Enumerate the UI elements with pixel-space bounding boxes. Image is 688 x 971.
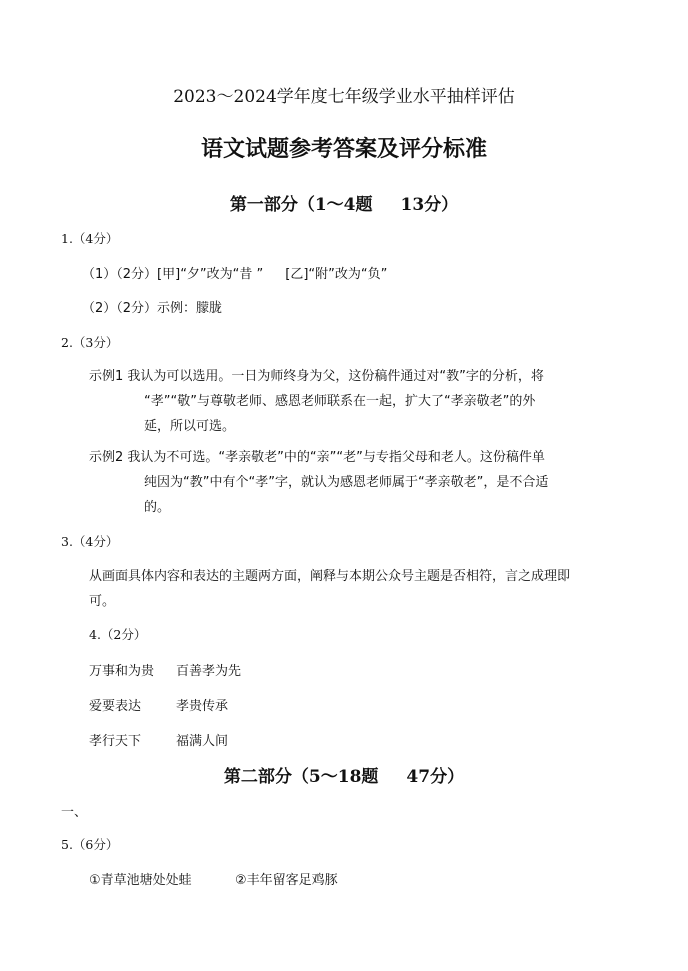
part1-heading [0, 190, 688, 215]
q5-answer-2: ②丰年留客足鸡豚 [235, 873, 338, 888]
q2-ex1-prefix: 示例1 [89, 369, 124, 384]
question-2-label: 2.（3分） [61, 335, 119, 350]
part1-score: 13分） [400, 195, 459, 215]
q4-row-2-a: 爱要表达 [89, 699, 142, 714]
part2-score: 47分） [406, 767, 465, 787]
question-3-answer [89, 564, 634, 614]
q3-line2: 可。 [89, 594, 116, 609]
q2-ex2-prefix: 示例2 [89, 450, 124, 465]
q4-row-1-a: 万事和为贵 [89, 664, 155, 679]
question-4-label: 4.（2分） [89, 627, 147, 642]
q4-row-3-b: 福满人间 [176, 734, 229, 749]
q5-answer-1: ①青草池塘处处蛙 [89, 873, 192, 888]
q2-ex1-line3: 延，所以可选。 [144, 419, 236, 434]
q2-ex1-line2: “孝”“敬”与尊敬老师、感恩老师联系在一起，扩大了“孝亲敬老”的外 [144, 394, 536, 409]
part2-heading-text: 第二部分（5～18题 [223, 767, 379, 787]
q2-ex2-line2: 纯因为“教”中有个“孝”字，就认为感恩老师属于“孝亲敬老”，是不合适 [144, 475, 549, 490]
q1-1-yi: [乙]“附”改为“负” [285, 267, 388, 282]
section-one-marker: 一、 [61, 805, 88, 820]
q2-ex2-line1: 我认为不可选。“孝亲敬老”中的“亲”“老”与专指父母和老人。这份稿件单 [127, 450, 545, 465]
part1-heading-text: 第一部分（1～4题 [229, 195, 373, 215]
q2-ex2-line3: 的。 [144, 500, 171, 515]
question-5-label: 5.（6分） [61, 837, 119, 852]
exam-title: 2023～2024学年度七年级学业水平抽样评估 [173, 87, 515, 107]
question-3-label: 3.（4分） [61, 534, 119, 549]
q1-2-text: 示例：朦胧 [157, 301, 223, 316]
question-2-example-1 [89, 364, 634, 439]
q4-row-2-b: 孝贵传承 [176, 699, 229, 714]
q2-ex1-line1: 我认为可以选用。一日为师终身为父，这份稿件通过对“教”字的分析，将 [127, 369, 544, 384]
q1-1-number: （1）（2分） [82, 267, 158, 282]
question-1-label: 1.（4分） [61, 231, 119, 246]
q1-2-number: （2）（2分） [82, 301, 158, 316]
q4-row-3-a: 孝行天下 [89, 734, 142, 749]
document-title: 语文试题参考答案及评分标准 [200, 136, 487, 162]
question-1-item-2 [82, 297, 222, 316]
question-1-item-1 [82, 263, 387, 282]
q4-row-1-b: 百善孝为先 [176, 664, 242, 679]
q3-line1: 从画面具体内容和表达的主题两方面，阐释与本期公众号主题是否相符，言之成理即 [89, 569, 571, 584]
q1-1-jia: [甲]“夕”改为“昔 ” [157, 267, 264, 282]
question-2-example-2 [89, 445, 634, 520]
part2-heading [0, 762, 688, 787]
